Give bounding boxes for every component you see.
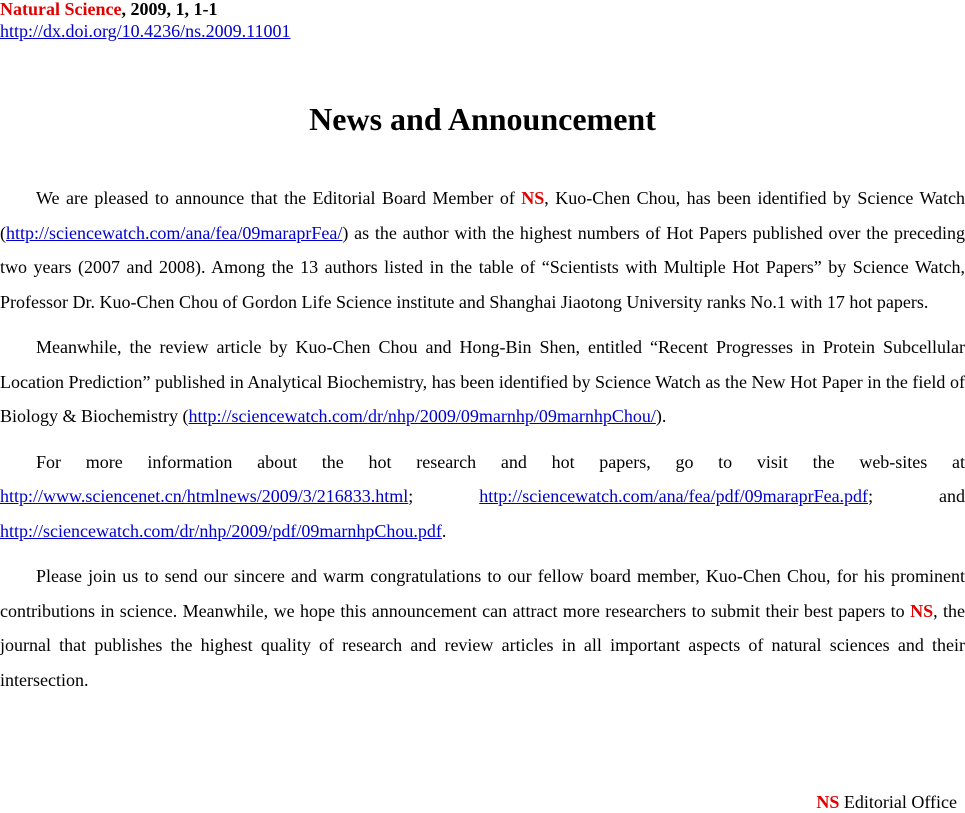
ns-abbrev: NS <box>816 792 840 812</box>
ns-abbrev: NS <box>910 600 934 621</box>
ns-abbrev: NS <box>521 188 545 208</box>
sciencewatch-feature-link[interactable]: http://sciencewatch.com/ana/fea/09maraprFea/ <box>6 222 343 243</box>
journal-header <box>0 0 291 42</box>
p3-text-1: For more information about the hot research and hot papers, go to visit the web-sites at <box>36 451 965 472</box>
p4-text-1: Please join us to send our sincere and warm congratulations to our fellow board member, Kuo-Chen Chou, for his prominent contributions in science. Meanwhile, we hope this announcement can attract more researchers to submit their best papers to <box>0 566 965 621</box>
p2-text-1: Meanwhile, the review article by Kuo-Chen Chou and Hong-Bin Shen, entitled “Recent Progresses in Protein Subcellular Location Prediction” published in Analytical Biochemistry, has been identified by Science Watch as the New Hot Paper in the field of Biology & Biochemistry ( <box>0 337 965 426</box>
paragraph-congratulations <box>0 559 965 697</box>
sciencenet-news-link[interactable]: http://www.sciencenet.cn/htmlnews/2009/3/216833.html <box>0 486 409 506</box>
p1-text-3: ) as the author with the highest numbers of Hot Papers published over the preceding two years (2007 and 2008). Among the 13 authors listed in the table of “Scientists with Multiple Hot Papers” by Science Watch, Professor Dr. Kuo-Chen Chou of Gordon Life Science institute and Shanghai Jiaotong University ranks No.1 with 17 hot papers. <box>0 222 965 312</box>
p3-sep-2: ; and <box>868 486 965 506</box>
p1-text-1: We are pleased to announce that the Editorial Board Member of <box>36 188 522 208</box>
p3-end: . <box>441 520 447 541</box>
signoff-text: Editorial Office <box>839 792 957 812</box>
paragraph-review-article <box>0 330 965 434</box>
p3-sep-1: ; <box>408 486 480 506</box>
paragraph-announcement <box>0 181 965 319</box>
sciencewatch-hot-paper-pdf-link[interactable]: http://sciencewatch.com/dr/nhp/2009/pdf/09marnhpChou.pdf <box>0 520 442 541</box>
paragraph-more-info <box>0 445 965 549</box>
sciencewatch-feature-pdf-link[interactable]: http://sciencewatch.com/ana/fea/pdf/09maraprFea.pdf <box>479 486 869 506</box>
page-title: News and Announcement <box>309 101 656 137</box>
sciencewatch-new-hot-paper-link[interactable]: http://sciencewatch.com/dr/nhp/2009/09marnhp/09marnhpChou/ <box>188 406 656 426</box>
p2-text-2: ). <box>655 406 667 426</box>
journal-citation <box>0 0 217 19</box>
doi-link[interactable]: http://dx.doi.org/10.4236/ns.2009.11001 <box>0 21 291 41</box>
p4-text-2: , the journal that publishes the highest quality of research and review articles in all important aspects of natural sciences and their intersection. <box>0 600 965 690</box>
citation-details: , 2009, 1, 1-1 <box>121 0 218 19</box>
journal-name: Natural Science <box>0 0 122 19</box>
p1-text-2: , Kuo-Chen Chou, has been identified by Science Watch ( <box>0 188 965 243</box>
editorial-office-signoff <box>816 791 957 813</box>
article-body <box>0 181 965 708</box>
